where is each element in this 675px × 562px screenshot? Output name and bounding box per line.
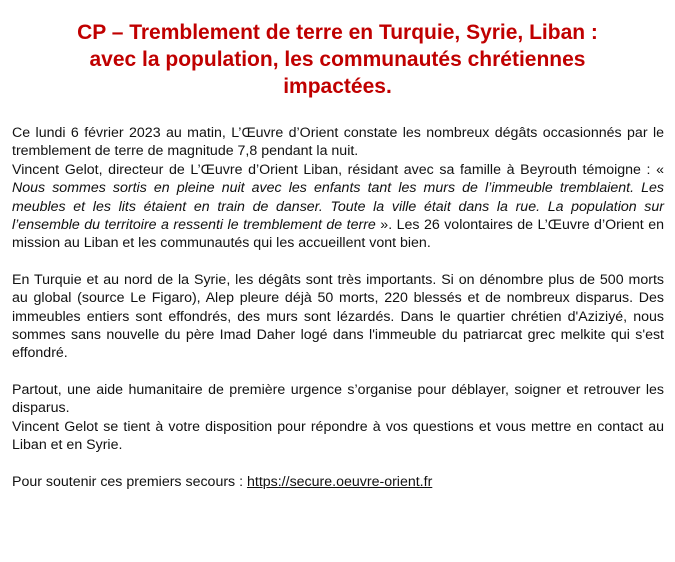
page-title <box>12 19 663 100</box>
intro-sentence: Ce lundi 6 février 2023 au matin, L’Œuvre d’Orient constate les nombreux dégâts occasionnés par le tremblement de terre de magnitude 7,8 pendant la nuit. <box>12 125 664 160</box>
paragraph-spacer <box>12 253 664 271</box>
paragraph-damage: En Turquie et au nord de la Syrie, les dégâts sont très importants. Si on dénombre plus de 500 morts au global (source Le Figaro), Alep pleure déjà 50 morts, 220 blessés et de nombreux disparus. Des immeubles entiers sont effondrés, des murs sont lézardés. Dans le quartier chrétien d'Aziziyé, nous sommes sans nouvelle du père Imad Daher logé dans l'immeuble du patriarcat grec melkite qui s'est effondré. <box>12 271 664 362</box>
support-label: Pour soutenir ces premiers secours : <box>12 473 247 490</box>
aid-sentence: Partout, une aide humanitaire de première urgence s’organise pour déblayer, soigner et retrouver les disparus. <box>12 381 664 417</box>
donation-link[interactable]: https://secure.oeuvre-orient.fr <box>246 473 433 490</box>
testimony-outro: ». Les 26 volontaires de L’Œuvre d’Orient en mission au Liban et les communautés qui les accueillent vont bien. <box>12 217 664 252</box>
paragraph-spacer <box>12 455 664 473</box>
document-body <box>12 124 664 491</box>
title-line-3: impactées. <box>283 75 392 98</box>
testimony-quote: Nous sommes sortis en pleine nuit avec les enfants tant les murs de l’immeuble tremblaient. Les meubles et les lits étaient en train de danser. Toute la ville était dans la rue. La population sur l’ensemble du territoire a ressenti le tremblement de terre <box>12 180 664 234</box>
paragraph-intro <box>12 124 664 253</box>
paragraph-aid <box>12 381 664 455</box>
paragraph-support <box>12 473 664 491</box>
title-line-1: CP – Tremblement de terre en Turquie, Syrie, Liban : <box>77 21 598 44</box>
paragraph-spacer <box>12 363 664 381</box>
contact-sentence: Vincent Gelot se tient à votre disposition pour répondre à vos questions et vous mettre en contact au Liban et en Syrie. <box>12 418 664 454</box>
title-line-2: avec la population, les communautés chrétiennes <box>89 48 586 71</box>
testimony-intro: Vincent Gelot, directeur de L’Œuvre d’Orient Liban, résidant avec sa famille à Beyrouth témoigne : « <box>12 161 664 178</box>
